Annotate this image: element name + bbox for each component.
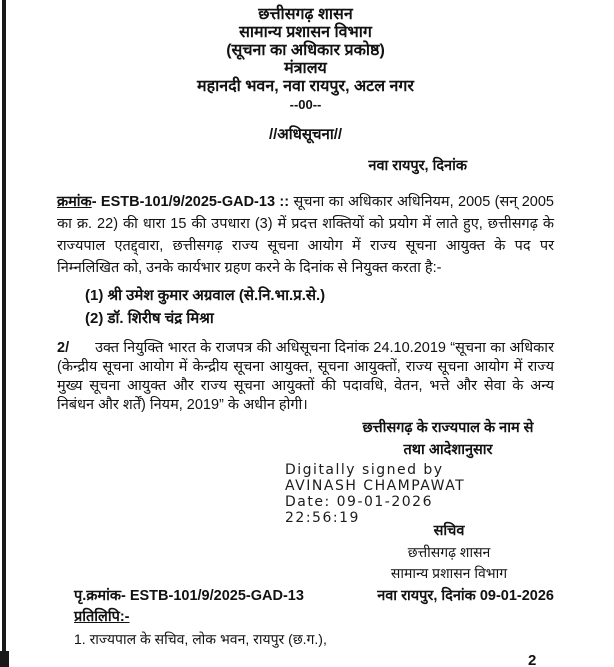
order-paragraph-body: सूचना का अधिकार अधिनियम, 2005 (सन् 2005 का क्र. 22) की धारा 15 की उपधारा (3) में प्रदत्त शक्तियों को प्रयोग में लाते हुए, छत्तीसगढ़ के राज्यपाल एतद्द्वारा, छत्तीसगढ़ राज्य सूचना आयोग में राज्य सूचना आयुक्त के पद पर निम्नलिखित को, उनके कार्यभार ग्रहण करने के दिनांक से नियुक्त करता है:- [57, 194, 554, 276]
document-content [57, 6, 554, 649]
terms-paragraph [57, 339, 554, 415]
digital-signature-line: Digitally signed by [285, 462, 444, 478]
by-order-block [342, 417, 554, 461]
order-number: - ESTB-101/9/2025-GAD-13 :: [91, 194, 294, 210]
letterhead-line: (सूचना का अधिकार प्रकोष्ठ) [226, 42, 385, 59]
letterhead-line: छत्तीसगढ़ शासन [258, 6, 353, 23]
appointee-item: (2) डॉ. शिरीष चंद्र मिश्रा [85, 310, 214, 327]
endorsement-place-date: नवा रायपुर, दिनांक 09-01-2026 [377, 588, 554, 604]
terms-paragraph-body: उक्त नियुक्ति भारत के राजपत्र की अधिसूचना दिनांक 24.10.2019 “सूचना का अधिकार (केन्द्रीय सूचना आयोग में केन्द्रीय सूचना आयुक्त, सूचना आयुक्तों, राज्य सूचना आयोग में राज्य मुख्य सूचना आयुक्त और राज्य सूचना आयुक्तों की पदावधि, वेतन, भत्ते और सेवा के अन्य निबंधन और शर्तें) नियम, 2019” के अधीन होगी। [57, 340, 554, 413]
notification-title: //अधिसूचना// [268, 126, 343, 143]
place-date-line: नवा रायपुर, दिनांक [368, 158, 467, 174]
letterhead [57, 6, 554, 113]
letterhead-line: सामान्य प्रशासन विभाग [239, 24, 372, 41]
signatory-org-line: छत्तीसगढ़ शासन [407, 544, 491, 560]
letterhead-line: मंत्रालय [284, 60, 327, 77]
copy-to-label: प्रतिलिपि:- [74, 609, 130, 625]
signatory-org-line: सामान्य प्रशासन विभाग [390, 565, 508, 581]
signatory-designation: सचिव [433, 523, 465, 539]
page-number: 2 [528, 652, 537, 667]
endorsement-number: पृ.क्रमांक- ESTB-101/9/2025-GAD-13 [74, 588, 304, 604]
endorsement-row [57, 587, 554, 606]
terms-paragraph-number: 2/ [57, 340, 70, 356]
order-paragraph [57, 191, 554, 279]
letterhead-separator: --00-- [289, 97, 322, 112]
appointee-item: (1) श्री उमेश कुमार अग्रवाल (से.नि.भा.प्र.से.) [85, 287, 326, 304]
appointee-list [85, 284, 554, 330]
scan-border-left [2, 0, 6, 651]
digital-signature-date: Date: 09-01-2026 [285, 494, 433, 510]
order-number-label: क्रमांक [57, 194, 92, 210]
signatory-block [344, 521, 554, 584]
digital-signature-time: 22:56:19 [285, 510, 360, 526]
digital-signature-block [285, 462, 554, 526]
by-order-line: तथा आदेशानुसार [403, 442, 493, 458]
copy-to-item: 1. राज्यपाल के सचिव, लोक भवन, रायपुर (छ.ग.), [74, 631, 327, 647]
scan-border-corner [0, 651, 9, 667]
by-order-line: छत्तीसगढ़ के राज्यपाल के नाम से [362, 420, 534, 436]
letterhead-line: महानदी भवन, नवा रायपुर, अटल नगर [197, 78, 414, 95]
digital-signature-name: AVINASH CHAMPAWAT [285, 478, 466, 494]
